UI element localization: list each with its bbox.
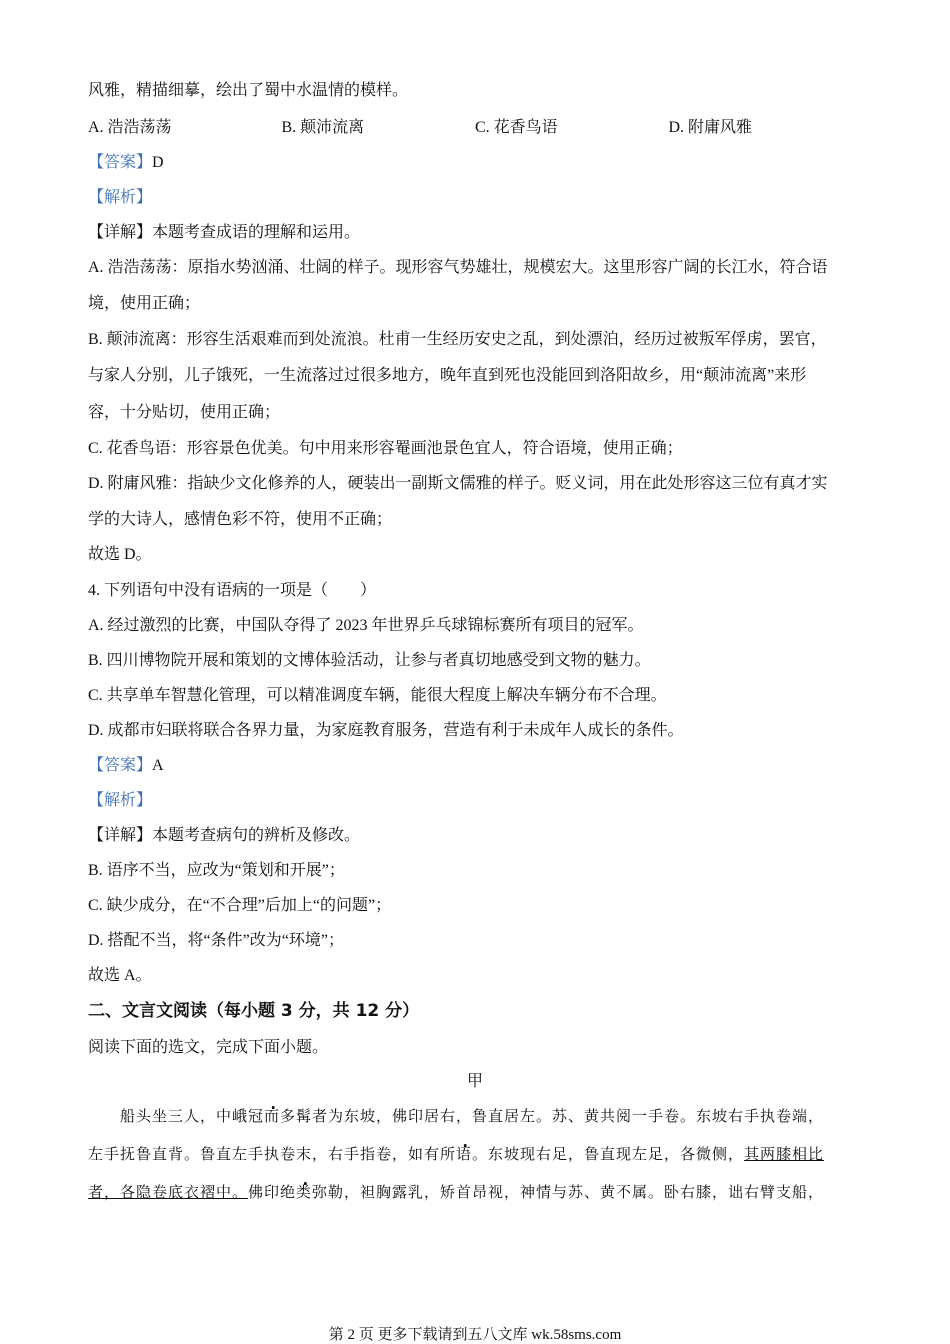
q3-conclusion: 故选 D。 (88, 546, 152, 563)
emphasis-char: 语 (456, 1145, 473, 1163)
q4-option-a: A. 经过激烈的比赛，中国队夺得了 2023 年世界乒乓球锦标赛所有项目的冠军。 (88, 617, 644, 634)
page-footer: 第 2 页 更多下载请到五八文库 wk.58sms.com (328, 1327, 622, 1343)
q4-explain-line: D. 搭配不当，将“条件”改为“环境”； (88, 932, 344, 949)
emphasis-char: 类 (296, 1183, 313, 1201)
q4-analysis-tag: 【解析】 (88, 792, 153, 809)
q3-explain-line: 境，使用正确； (88, 295, 201, 312)
q3-option-d: D. 附庸风雅 (668, 119, 753, 136)
q3-option-a: A. 浩浩荡荡 (88, 119, 172, 136)
passage-text: 。东坡现右足，鲁直现左足，各微侧， (472, 1145, 745, 1163)
underlined-text: 者，各隐卷底衣褶中。 (88, 1183, 249, 1201)
answer-value: A (152, 757, 164, 774)
q3-detail: 【详解】本题考查成语的理解和运用。 (88, 224, 361, 241)
q3-explain-line: A. 浩浩荡荡：原指水势汹涌、壮阔的样子。现形容气势雄壮，规模宏大。这里形容广阔的长江水，符合语 (88, 259, 828, 276)
answer-tag: 【答案】 (88, 757, 153, 774)
q4-answer (88, 755, 862, 777)
q3-explain-line: B. 颠沛流离：形容生活艰难而到处流浪。杜甫一生经历安史之乱，到处漂泊，经历过被叛军俘虏，罢官， (88, 331, 827, 348)
emphasis-char: 而 (264, 1107, 281, 1125)
passage-line (88, 1143, 862, 1165)
continued-sentence: 风雅，精描细摹，绘出了蜀中水温情的模样。 (88, 82, 409, 99)
q3-explain-line: C. 花香鸟语：形容景色优美。句中用来形容罨画池景色宜人，符合语境，使用正确； (88, 440, 683, 457)
passage-line (120, 1105, 862, 1127)
q4-explain-line: C. 缺少成分，在“不合理”后加上“的问题”； (88, 897, 392, 914)
passage-text: 弥勒，袒胸露乳，矫首昂视，神情与苏、黄不属。卧右膝，诎右臂支船， (312, 1183, 825, 1201)
section-heading: 二、文言文阅读（每小题 3 分，共 12 分） (88, 1001, 420, 1021)
q3-analysis-tag: 【解析】 (88, 189, 153, 206)
section-instruction: 阅读下面的选文，完成下面小题。 (88, 1039, 329, 1056)
q4-option-b: B. 四川博物院开展和策划的文博体验活动，让参与者真切地感受到文物的魅力。 (88, 652, 651, 669)
answer-value: D (152, 154, 164, 171)
q4-explain-line: B. 语序不当，应改为“策划和开展”； (88, 862, 345, 879)
passage-text: 佛印绝 (248, 1183, 297, 1201)
q3-option-b: B. 颠沛流离 (281, 119, 365, 136)
q3-options (88, 117, 862, 139)
q4-option-d: D. 成都市妇联将联合各界力量，为家庭教育服务，营造有利于未成年人成长的条件。 (88, 722, 684, 739)
underlined-text: 其两膝相比 (744, 1145, 825, 1163)
q3-option-c: C. 花香鸟语 (475, 119, 558, 136)
q4-option-c: C. 共享单车智慧化管理，可以精准调度车辆，能很大程度上解决车辆分布不合理。 (88, 687, 667, 704)
q3-explain-line: 与家人分别，儿子饿死，一生流落过过很多地方，晚年直到死也没能回到洛阳故乡，用“颠沛流离”来形 (88, 367, 807, 384)
passage-text: 船头坐三人，中峨冠 (120, 1107, 265, 1125)
q3-explain-line: 容，十分贴切，使用正确； (88, 404, 281, 421)
q3-explain-line: 学的大诗人，感情色彩不符，使用不正确； (88, 511, 393, 528)
q3-explain-line: D. 附庸风雅：指缺少文化修养的人，硬装出一副斯文儒雅的样子。贬义词，用在此处形容这三位有真才实 (88, 475, 828, 492)
passage-title: 甲 (466, 1073, 483, 1090)
q4-detail: 【详解】本题考查病句的辨析及修改。 (88, 827, 361, 844)
q3-answer (88, 152, 862, 174)
passage-text: 左手抚鲁直背。鲁直左手执卷末，右手指卷，如有所 (88, 1145, 457, 1163)
answer-tag: 【答案】 (88, 154, 153, 171)
q4-conclusion: 故选 A。 (88, 967, 152, 984)
passage-line (88, 1181, 862, 1203)
passage-text: 多髯者为东坡，佛印居右，鲁直居左。苏、黄共阅一手卷。东坡右手执卷端， (280, 1107, 825, 1125)
q4-stem: 4. 下列语句中没有语病的一项是（ ） (88, 582, 377, 599)
